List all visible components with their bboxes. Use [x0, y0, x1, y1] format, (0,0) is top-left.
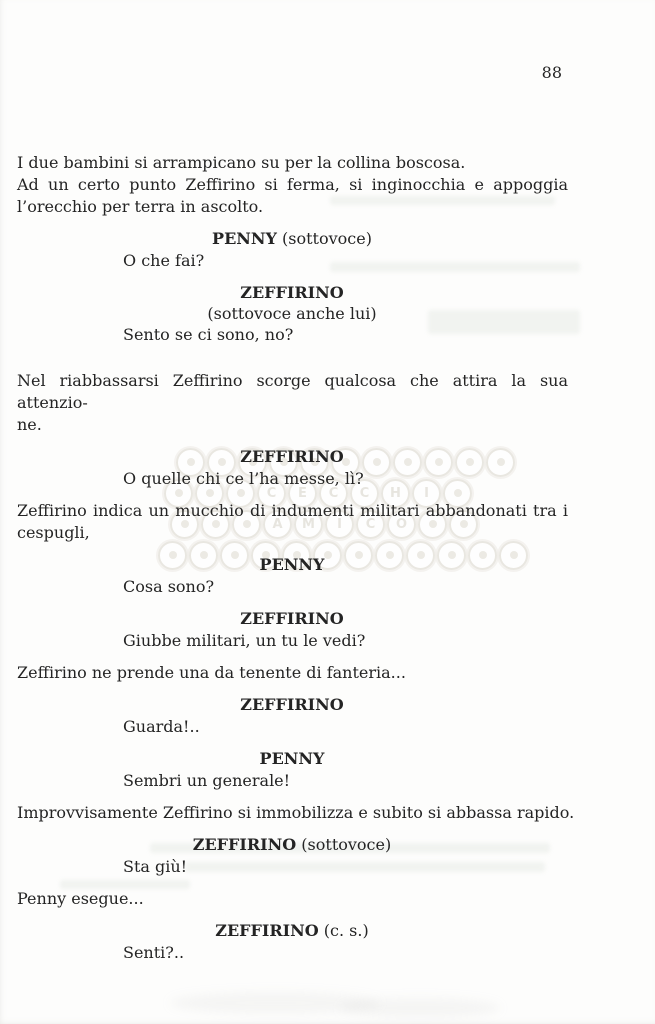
parenthetical: (sottovoce anche lui): [207, 304, 377, 323]
character-name: ZEFFIRINO: [240, 283, 344, 302]
action-block: [17, 152, 568, 218]
watermark-letter-medallion: E: [288, 479, 317, 508]
watermark-letter-medallion: C: [319, 479, 348, 508]
action-line: I due bambini si arrampicano su per la collina boscosa.: [17, 153, 466, 172]
action-line: cespugli,: [17, 523, 90, 542]
dialogue-line: Cosa sono?: [123, 577, 215, 596]
dialogue-line: Sta giù!: [123, 857, 188, 876]
watermark-letter-medallion: H: [381, 479, 410, 508]
dialogue-line: O quelle chi ce l’ha messe, lì?: [123, 469, 364, 488]
cue-extension: (sottovoce): [282, 229, 372, 248]
watermark-letter-medallion: I: [325, 510, 354, 539]
character-cue: [122, 748, 462, 770]
action-line: Nel riabbassarsi Zeffirino scorge qualcosa che attira la sua attenzio-: [17, 371, 568, 412]
action-line: Penny esegue...: [17, 889, 144, 908]
action-block: [17, 662, 568, 684]
character-name: PENNY: [259, 555, 325, 574]
action-line: ne.: [17, 415, 42, 434]
character-cue: [122, 834, 462, 856]
character-cue: [122, 554, 462, 576]
action-line: Ad un certo punto Zeffirino si ferma, si inginocchia e appoggia: [17, 175, 568, 194]
cue-extension: (sottovoce): [301, 835, 392, 854]
watermark-letter-medallion: C: [257, 479, 286, 508]
character-name: ZEFFIRINO: [215, 921, 319, 940]
script-body: [17, 152, 575, 964]
character-cue: [122, 282, 462, 304]
character-name: ZEFFIRINO: [240, 695, 344, 714]
action-block: [17, 370, 568, 436]
scan-smudge: [340, 998, 500, 1018]
dialogue-line: Sembri un generale!: [123, 771, 291, 790]
action-block: [17, 500, 568, 544]
character-name: ZEFFIRINO: [240, 447, 344, 466]
character-cue: [122, 920, 462, 942]
action-block: [17, 802, 575, 824]
character-cue: [122, 608, 462, 630]
character-cue: [122, 446, 462, 468]
watermark-letter-medallion: C: [356, 510, 385, 539]
dialogue-line: O che fai?: [123, 251, 205, 270]
page-number: 88: [541, 63, 562, 82]
character-cue: [122, 228, 462, 250]
action-line: l’orecchio per terra in ascolto.: [17, 197, 264, 216]
dialogue-line: Giubbe militari, un tu le vedi?: [123, 631, 366, 650]
watermark-letter-medallion: O: [387, 510, 416, 539]
character-name: PENNY: [259, 749, 325, 768]
action-line: Improvvisamente Zeffirino si immobilizza e subito si abbassa rapido.: [17, 803, 575, 822]
page-content: [0, 62, 655, 964]
action-line: Zeffirino ne prende una da tenente di fanteria...: [17, 663, 406, 682]
character-name: ZEFFIRINO: [192, 835, 297, 854]
cue-extension: (c. s.): [323, 921, 369, 940]
watermark-letter-medallion: A: [263, 510, 292, 539]
character-name: ZEFFIRINO: [240, 609, 344, 628]
watermark-letter-medallion: C: [350, 479, 379, 508]
dialogue-line: Guarda!..: [123, 717, 200, 736]
dialogue-line: Senti?..: [123, 943, 185, 962]
watermark-letter-medallion: I: [412, 479, 441, 508]
watermark-letter-medallion: M: [294, 510, 323, 539]
character-name: PENNY: [212, 229, 277, 248]
action-block: [17, 888, 568, 910]
dialogue-line: Sento se ci sono, no?: [123, 325, 294, 344]
character-cue: [122, 694, 462, 716]
action-line: Zeffirino indica un mucchio di indumenti militari abbandonati tra i: [17, 501, 568, 520]
